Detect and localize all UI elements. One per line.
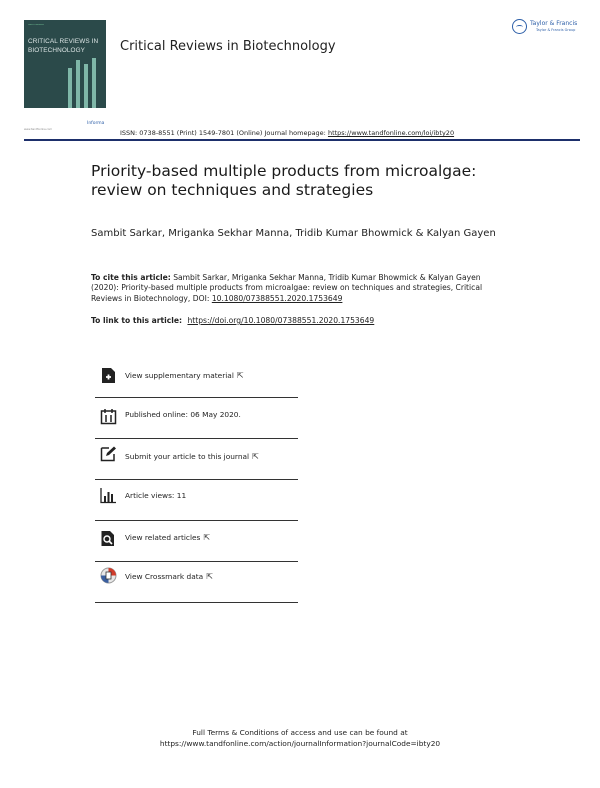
published-label: Published online: 06 May 2020. [125, 410, 241, 419]
doi-link[interactable]: 10.1080/07388551.2020.1753649 [211, 293, 343, 303]
submit-label: Submit your article to this journal ⇱ [125, 452, 259, 461]
crossmark-row[interactable] [95, 562, 298, 603]
supplementary-label: View supplementary material ⇱ [125, 371, 244, 380]
external-link-icon: ⇱ [252, 452, 259, 461]
cover-stripe [92, 58, 96, 108]
article-link [91, 316, 374, 325]
related-label: View related articles ⇱ [125, 533, 211, 542]
journal-cover [24, 20, 106, 108]
views-label: Article views: 11 [125, 491, 187, 500]
link-label: To link to this article: [91, 316, 183, 325]
publisher-name: Taylor & Francis [530, 20, 578, 27]
issn-line [120, 129, 454, 137]
cover-stripe [84, 64, 88, 108]
cover-title: CRITICAL REVIEWS IN BIOTECHNOLOGY [28, 38, 99, 54]
external-link-icon: ⇱ [206, 572, 213, 581]
published-row [95, 398, 298, 439]
crossmark-icon [100, 567, 117, 584]
publisher-logo[interactable] [512, 17, 584, 39]
cover-stripe [68, 68, 72, 108]
external-link-icon: ⇱ [236, 371, 244, 380]
article-authors: Sambit Sarkar, Mriganka Sekhar Manna, Tridib Kumar Bhowmick & Kalyan Gayen [91, 228, 496, 239]
footer-url[interactable]: https://www.tandfonline.com/action/journalInformation?journalCode=ibty20 [159, 739, 441, 748]
journal-homepage-link[interactable]: https://www.tandfonline.com/loi/ibty20 [327, 129, 455, 137]
cover-stripe [76, 60, 80, 108]
site-note: www.tandfonline.com [24, 128, 53, 131]
views-row [95, 480, 298, 521]
article-title: Priority-based multiple products from microalgae: review on techniques and strategies [91, 162, 477, 199]
edit-icon [100, 445, 117, 462]
footer-terms: Full Terms & Conditions of access and use can be found at [192, 728, 408, 737]
publisher-logo-icon [512, 19, 527, 34]
search-document-icon [100, 530, 117, 547]
submit-row[interactable] [95, 439, 298, 480]
article-url-link[interactable]: https://doi.org/10.1080/07388551.2020.1753649 [187, 316, 375, 325]
bar-chart-icon [100, 487, 117, 504]
journal-name: Critical Reviews in Biotechnology [120, 39, 336, 54]
supplementary-row[interactable] [95, 357, 298, 398]
external-link-icon: ⇱ [203, 533, 211, 542]
related-row[interactable] [95, 521, 298, 562]
footer [0, 727, 600, 749]
header-divider [24, 139, 580, 141]
cover-issn: ISSN 0738-8551 [28, 24, 45, 26]
publisher-subtitle: Taylor & Francis Group [536, 28, 576, 32]
informa-logo: Informa [87, 121, 105, 126]
citation-text: Sambit Sarkar, Mriganka Sekhar Manna, Tridib Kumar Bhowmick & Kalyan Gayen (2020): Priority-based multiple products from microalgae: review on techniques and strategies, Critical Reviews in Biotechnology, DOI: [91, 273, 483, 303]
citation-label: To cite this article: [91, 273, 171, 282]
calendar-icon [100, 408, 117, 425]
issn-text: ISSN: 0738-8551 (Print) 1549-7801 (Online) Journal homepage: [120, 129, 326, 137]
citation [91, 273, 491, 304]
crossmark-label: View Crossmark data ⇱ [125, 572, 213, 581]
supplementary-icon [100, 367, 117, 384]
